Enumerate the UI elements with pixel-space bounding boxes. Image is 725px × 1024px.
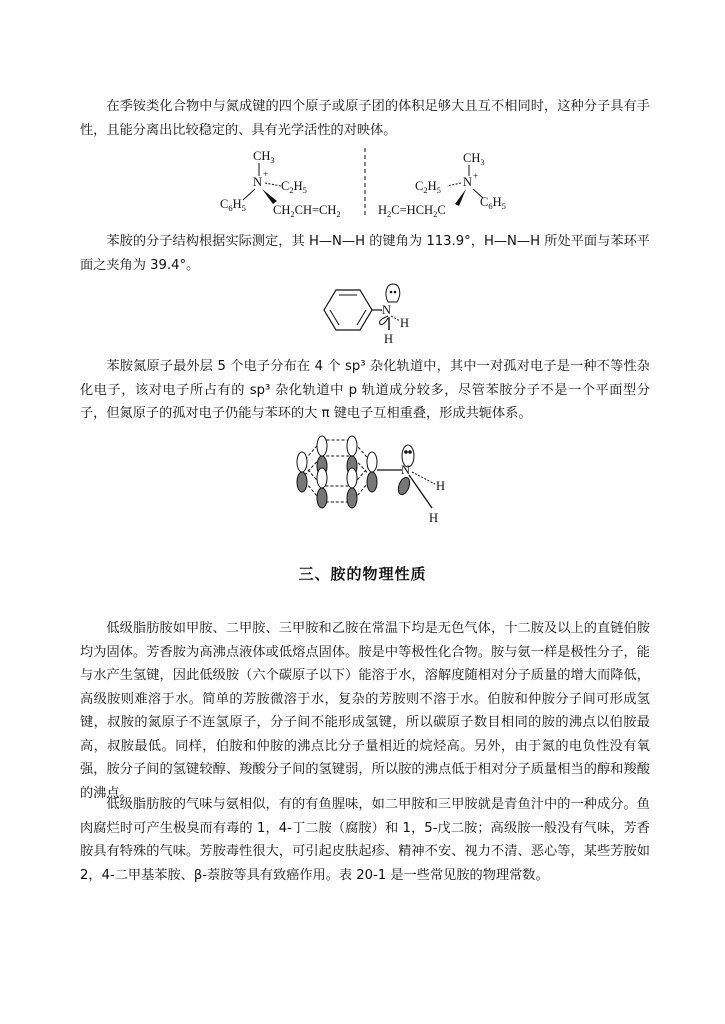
svg-text:C6H5: $C_6H_5$	[480, 195, 506, 211]
svg-text:H: H	[384, 332, 394, 346]
enantiomer-structures	[215, 148, 515, 223]
section-title: 三、胺的物理性质	[298, 565, 427, 583]
orbital-overlap-diagram	[280, 428, 460, 528]
svg-text:H: H	[436, 479, 446, 493]
paragraph-physical-properties: 低级脂肪胺如甲胺、二甲胺、三甲胺和乙胺在常温下均是无色气体，十二胺及以上的直链伯胺均为固体。芳香胺为高沸点液体或低熔点固体。胺是中等极性化合物。胺与氨一样是极性分子，能与水产生氢键，因此低级胺（六个碳原子以下）能溶于水，溶解度随相对分子质量的增大而降低，高级胺则难溶于水。简单的芳胺微溶于水，复杂的芳胺则不溶于水。伯胺和仲胺分子间可形成氢键，叔胺的氮原子不连氢原子，分子间不能形成氢键，所以碳原子数目相同的胺的沸点以伯胺最高，叔胺最低。同样，伯胺和仲胺的沸点比分子量相近的烷烃高。另外，由于氮的电负性没有氧强，胺分子间的氢键较醇、羧酸分子间的氢键弱，所以胺的沸点低于相对分子质量相当的醇和羧酸的沸点。	[80, 621, 650, 801]
svg-text:N: N	[382, 303, 392, 317]
svg-text:N: N	[401, 463, 411, 477]
enantiomer-right	[378, 151, 506, 219]
aniline-structure	[318, 280, 418, 345]
enantiomer-left	[220, 149, 341, 219]
svg-text:C6H5: $C_6H_5$	[220, 197, 246, 213]
svg-text:CH3: $CH_3$	[463, 151, 485, 167]
paragraph-aniline-structure: 苯胺的分子结构根据实际测定，其 H—N—H 的键角为 113.9°，H—N—H 所处平面与苯环平面之夹角为 39.4°。	[80, 234, 650, 273]
svg-text:+: +	[473, 171, 479, 181]
paragraph-chirality: 在季铵类化合物中与氮成键的四个原子或原子团的体积足够大且互不相同时，这种分子具有手性，且能分离出比较稳定的、具有光学活性的对映体。	[80, 99, 650, 138]
svg-text:C2H5: $C_2H_5$	[281, 179, 307, 195]
svg-text:C2H5: $C_2H_5$	[415, 179, 441, 195]
svg-text:CH2CH=CH2: $CH_2CH=CH_2$	[273, 203, 341, 219]
paragraph-conjugation: 苯胺氮原子最外层 5 个电子分布在 4 个 sp³ 杂化轨道中，其中一对孤对电子是一种不等性杂化电子，该对电子所占有的 sp³ 杂化轨道中 p 轨道成分较多，尽管苯胺分子不是一个平面型分子，但氮原子的孤对电子仍能与苯环的大 π 键电子互相重叠，形成共轭体系。	[80, 359, 650, 421]
svg-text:CH3: $CH_3$	[253, 149, 275, 165]
svg-text:H: H	[429, 511, 439, 525]
paragraph-odor-toxicity: 低级脂肪胺的气味与氨相似，有的有鱼腥味，如二甲胺和三甲胺就是青鱼汁中的一种成分。鱼肉腐烂时可产生极臭而有毒的 1，4-丁二胺（腐胺）和 1，5-戊二胺；高级胺一般没有气味，芳香胺具有特殊的气味。芳胺毒性很大，可引起皮肤起疹、精神不安、视力不清、恶心等，某些芳胺如 2，4-二甲基苯胺、β-萘胺等具有致癌作用。表 20-1 是一些常见胺的物理常数。	[80, 797, 650, 883]
svg-text:H: H	[400, 316, 410, 330]
svg-text:N: N	[253, 175, 263, 189]
svg-text:H2C=HCH2C: $H_2C=HCH_2C$	[378, 203, 446, 219]
svg-text:N: N	[463, 175, 473, 189]
svg-text:+: +	[263, 169, 269, 179]
